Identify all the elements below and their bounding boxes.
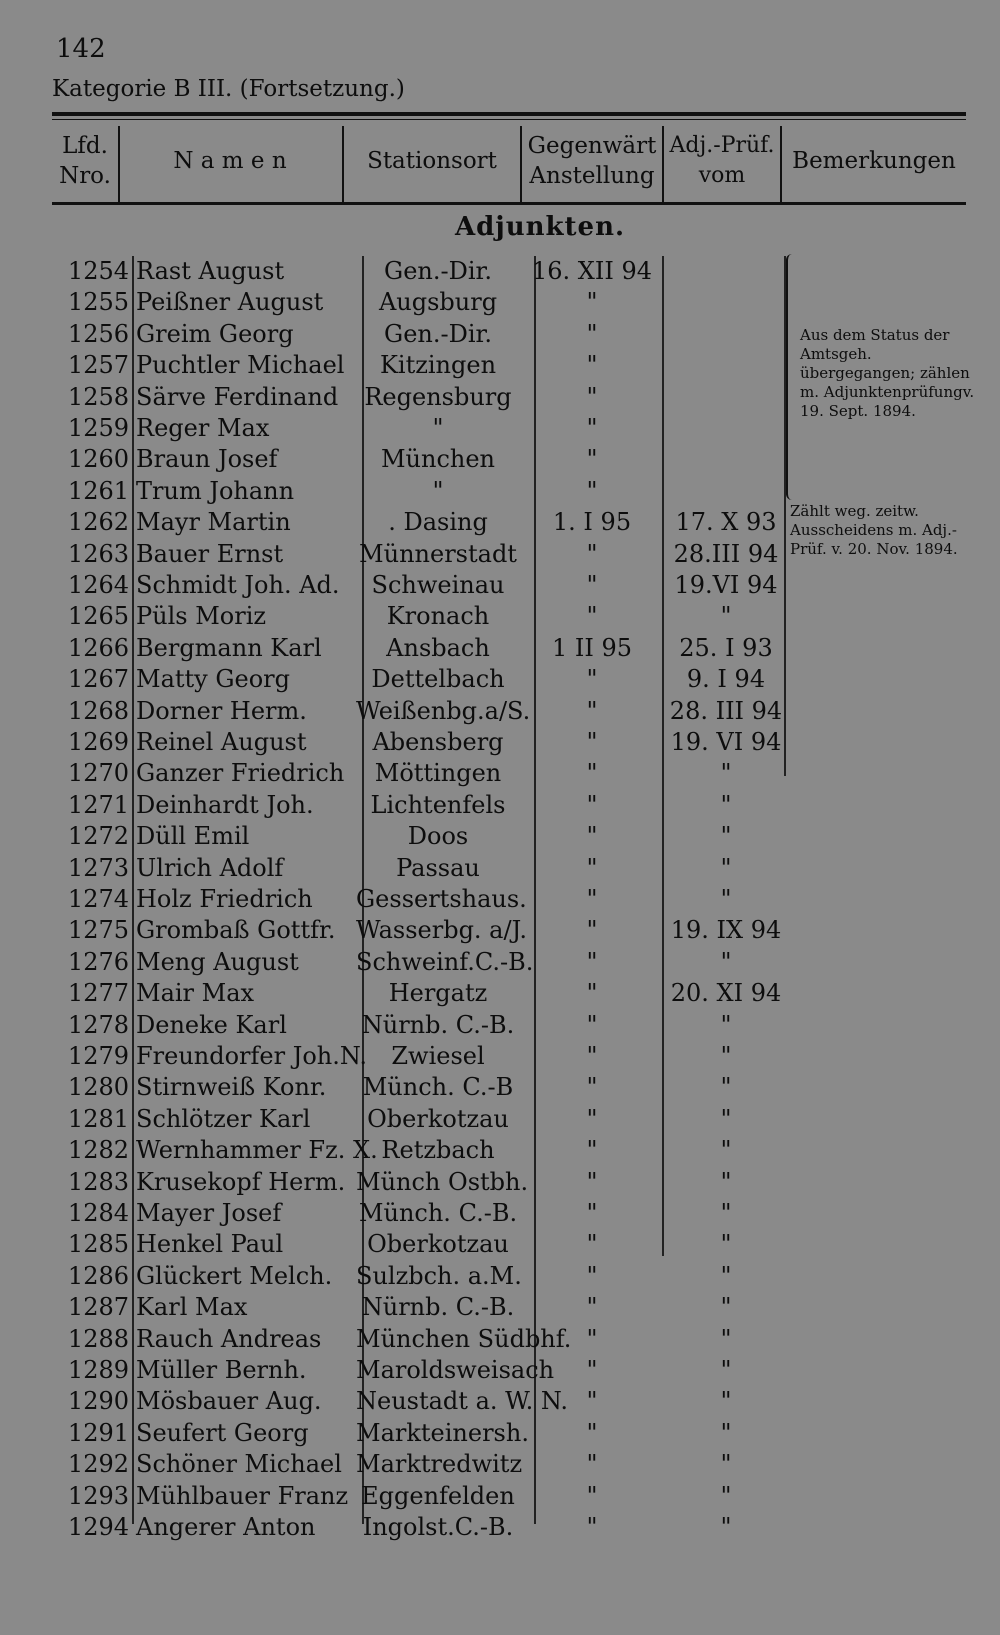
row-name: Reger Max: [136, 414, 270, 442]
row-station: Augsburg: [378, 288, 498, 317]
row-anstellung: ": [586, 1042, 598, 1070]
row-name: Glückert Melch.: [136, 1261, 333, 1290]
row-pruefung: 9. I 94: [686, 665, 766, 694]
row-anstellung: ": [586, 1167, 598, 1196]
section-title: Adjunkten.: [454, 212, 626, 242]
row-anstellung: ": [586, 1356, 598, 1384]
row-number: 1259: [67, 414, 129, 442]
row-anstellung: ": [586, 1450, 598, 1479]
row-number: 1258: [67, 382, 129, 411]
row-pruefung: 19.VI 94: [674, 571, 778, 599]
header-bemerkungen: Bemerkungen: [792, 148, 956, 174]
row-number: 1280: [67, 1073, 129, 1102]
table-row: [0, 884, 1000, 915]
row-anstellung: ": [586, 1513, 598, 1541]
table-row: [0, 1418, 1000, 1449]
row-name: Freundorfer Joh.N.: [136, 1042, 367, 1070]
row-anstellung: ": [586, 1418, 598, 1447]
row-number: 1286: [67, 1261, 129, 1290]
row-pruefung: 20. XI 94: [670, 979, 782, 1008]
row-name: Seufert Georg: [136, 1418, 309, 1447]
row-number: 1278: [67, 1010, 129, 1039]
page-number: 142: [56, 34, 106, 64]
row-station: Gessertshaus.: [356, 885, 527, 913]
row-station: Nürnb. C.-B.: [361, 1293, 515, 1322]
row-station: Markteinersh.: [356, 1418, 529, 1447]
row-pruefung: 19. IX 94: [670, 916, 782, 945]
row-number: 1264: [67, 571, 129, 599]
row-pruefung: 28. III 94: [669, 696, 783, 725]
table-row: [0, 633, 1000, 664]
row-station: München: [380, 445, 496, 474]
row-station: ": [432, 476, 444, 505]
row-station: Neustadt a. W. N.: [356, 1387, 568, 1416]
table-row: [0, 915, 1000, 946]
row-anstellung: ": [586, 1136, 598, 1165]
row-number: 1267: [67, 665, 129, 694]
row-number: 1262: [67, 508, 129, 537]
row-anstellung: ": [586, 790, 598, 819]
row-name: Matty Georg: [136, 665, 291, 694]
row-pruefung: ": [720, 1418, 732, 1447]
row-name: Braun Josef: [136, 445, 278, 474]
row-name: Mayer Josef: [136, 1199, 282, 1227]
remark-note-zaehlt: Zählt weg. zeitw. Ausscheidens m. Adj.-Prüf. v. 20. Nov. 1894.: [790, 502, 958, 558]
row-name: Peißner August: [136, 288, 324, 317]
row-pruefung: ": [720, 1042, 732, 1070]
row-number: 1279: [67, 1042, 129, 1070]
table-row: [0, 758, 1000, 789]
table-row: [0, 601, 1000, 632]
row-pruefung: 17. X 93: [675, 508, 777, 537]
table-row: [0, 256, 1000, 287]
row-station: Ansbach: [386, 633, 490, 662]
row-station: Münnerstadt: [359, 539, 517, 568]
table-row: [0, 821, 1000, 852]
table-row: [0, 1010, 1000, 1041]
row-pruefung: ": [720, 1356, 732, 1384]
row-name: Mösbauer Aug.: [136, 1387, 322, 1416]
row-number: 1284: [67, 1199, 129, 1227]
row-pruefung: ": [720, 947, 732, 976]
table-row: [0, 1229, 1000, 1260]
row-number: 1261: [67, 476, 129, 505]
row-pruefung: ": [720, 853, 732, 882]
row-station: Oberkotzau: [367, 1104, 509, 1133]
remark-note-status: Aus dem Status der Amtsgeh. übergegangen; zählen m. Adjunktenprüfungv. 19. Sept. 1894.: [800, 326, 975, 420]
row-pruefung: ": [720, 1199, 732, 1227]
row-anstellung: ": [586, 445, 598, 474]
table-row: [0, 947, 1000, 978]
row-anstellung: ": [586, 1199, 598, 1227]
row-number: 1265: [67, 602, 129, 631]
row-anstellung: ": [586, 759, 598, 788]
table-row: [0, 1481, 1000, 1512]
row-number: 1274: [67, 885, 129, 913]
table-row: [0, 570, 1000, 601]
row-pruefung: ": [720, 1261, 732, 1290]
table-row: [0, 1324, 1000, 1355]
row-number: 1271: [67, 790, 129, 819]
row-name: Ulrich Adolf: [136, 853, 284, 882]
row-pruefung: ": [720, 1450, 732, 1479]
row-name: Stirnweiß Konr.: [136, 1073, 327, 1102]
row-number: 1257: [67, 351, 129, 380]
row-name: Särve Ferdinand: [136, 382, 339, 411]
row-pruefung: ": [720, 1073, 732, 1102]
row-pruefung: ": [720, 822, 732, 851]
row-anstellung: 1 II 95: [551, 633, 633, 662]
row-pruefung: ": [720, 1387, 732, 1416]
row-station: Gen.-Dir.: [384, 257, 492, 285]
row-name: Dorner Herm.: [136, 696, 307, 725]
row-number: 1254: [67, 257, 129, 285]
row-number: 1291: [67, 1418, 129, 1447]
row-number: 1273: [67, 853, 129, 882]
row-name: Reinel August: [136, 728, 307, 756]
row-number: 1269: [67, 728, 129, 756]
row-name: Trum Johann: [136, 476, 295, 505]
row-anstellung: ": [586, 1387, 598, 1416]
row-anstellung: ": [586, 571, 598, 599]
row-name: Düll Emil: [136, 822, 250, 851]
row-anstellung: 1. I 95: [552, 508, 632, 537]
row-number: 1276: [67, 947, 129, 976]
row-station: Doos: [407, 822, 469, 851]
row-pruefung: ": [720, 1230, 732, 1259]
row-pruefung: 25. I 93: [679, 633, 773, 662]
row-anstellung: ": [586, 696, 598, 725]
row-number: 1293: [67, 1481, 129, 1510]
row-name: Ganzer Friedrich: [136, 759, 345, 788]
row-anstellung: ": [586, 1073, 598, 1102]
table-row: [0, 1449, 1000, 1480]
row-station: Münch Ostbh.: [356, 1167, 529, 1196]
row-pruefung: ": [720, 1104, 732, 1133]
row-number: 1255: [67, 288, 129, 317]
table-row: [0, 1355, 1000, 1386]
row-name: Deneke Karl: [136, 1010, 287, 1039]
row-number: 1289: [67, 1356, 129, 1384]
row-number: 1290: [67, 1387, 129, 1416]
row-number: 1270: [67, 759, 129, 788]
row-name: Holz Friedrich: [136, 885, 313, 913]
table-row: [0, 727, 1000, 758]
header-pruefung: Adj.-Prüf. vom: [669, 133, 775, 188]
row-name: Mühlbauer Franz: [136, 1481, 349, 1510]
row-pruefung: 28.III 94: [673, 539, 779, 568]
row-name: Schlötzer Karl: [136, 1104, 311, 1133]
category-line: Kategorie B III. (Fortsetzung.): [52, 76, 405, 102]
row-anstellung: ": [586, 414, 598, 442]
table-row: [0, 1167, 1000, 1198]
row-number: 1275: [67, 916, 129, 945]
row-name: Mayr Martin: [136, 508, 291, 537]
row-anstellung: ": [586, 1481, 598, 1510]
table-row: [0, 287, 1000, 318]
row-anstellung: ": [586, 665, 598, 694]
row-name: Bauer Ernst: [136, 539, 284, 568]
row-station: Münch. C.-B.: [358, 1199, 518, 1227]
row-pruefung: ": [720, 1293, 732, 1322]
row-name: Wernhammer Fz. X.: [136, 1136, 378, 1165]
row-anstellung: ": [586, 351, 598, 380]
row-pruefung: ": [720, 1481, 732, 1510]
row-station: Marktredwitz: [356, 1450, 523, 1479]
note-brace: [786, 254, 796, 500]
row-anstellung: ": [586, 382, 598, 411]
row-name: Rast August: [136, 257, 285, 285]
row-anstellung: ": [586, 728, 598, 756]
table-row: [0, 790, 1000, 821]
row-station: Wasserbg. a/J.: [356, 916, 527, 945]
row-station: Kronach: [386, 602, 490, 631]
row-number: 1283: [67, 1167, 129, 1196]
row-station: Schweinf.C.-B.: [356, 947, 534, 976]
row-pruefung: ": [720, 885, 732, 913]
table-row: [0, 1386, 1000, 1417]
row-station: München Südbhf.: [356, 1324, 572, 1353]
table-row: [0, 1261, 1000, 1292]
row-station: Dettelbach: [371, 665, 505, 694]
row-pruefung: ": [720, 1167, 732, 1196]
top-rule: [52, 112, 966, 116]
row-number: 1281: [67, 1104, 129, 1133]
row-name: Krusekopf Herm.: [136, 1167, 346, 1196]
row-anstellung: ": [586, 1261, 598, 1290]
row-pruefung: ": [720, 790, 732, 819]
row-anstellung: ": [586, 916, 598, 945]
row-name: Püls Moriz: [136, 602, 267, 631]
table-row: [0, 1292, 1000, 1323]
row-anstellung: 16. XII 94: [531, 257, 652, 285]
row-station: Lichtenfels: [370, 790, 506, 819]
header-nr: Lfd. Nro.: [59, 133, 111, 189]
row-station: Münch. C.-B: [362, 1073, 514, 1102]
row-name: Karl Max: [136, 1293, 248, 1322]
row-anstellung: ": [586, 1324, 598, 1353]
row-station: Gen.-Dir.: [384, 319, 492, 348]
row-anstellung: ": [586, 1230, 598, 1259]
row-name: Schmidt Joh. Ad.: [136, 571, 340, 599]
row-station: Möttingen: [374, 759, 502, 788]
row-anstellung: ": [586, 1010, 598, 1039]
row-name: Greim Georg: [136, 319, 294, 348]
row-name: Grombaß Gottfr.: [136, 916, 336, 945]
row-station: Retzbach: [381, 1136, 495, 1165]
row-number: 1268: [67, 696, 129, 725]
row-pruefung: 19. VI 94: [670, 728, 782, 756]
row-number: 1292: [67, 1450, 129, 1479]
row-name: Deinhardt Joh.: [136, 790, 314, 819]
row-anstellung: ": [586, 885, 598, 913]
table-row: [0, 1512, 1000, 1543]
row-pruefung: ": [720, 1136, 732, 1165]
row-station: ": [432, 414, 444, 442]
row-number: 1263: [67, 539, 129, 568]
row-name: Müller Bernh.: [136, 1356, 307, 1384]
row-name: Angerer Anton: [136, 1513, 316, 1541]
header-ort: Stationsort: [367, 148, 497, 174]
table-row: [0, 1104, 1000, 1135]
row-anstellung: ": [586, 288, 598, 317]
row-name: Puchtler Michael: [136, 351, 345, 380]
row-number: 1294: [67, 1513, 129, 1541]
row-pruefung: ": [720, 602, 732, 631]
row-station: Kitzingen: [379, 351, 497, 380]
row-station: . Dasing: [388, 508, 488, 537]
row-anstellung: ": [586, 822, 598, 851]
row-station: Regensburg: [364, 382, 512, 411]
row-name: Bergmann Karl: [136, 633, 322, 662]
row-anstellung: ": [586, 539, 598, 568]
row-number: 1288: [67, 1324, 129, 1353]
row-pruefung: ": [720, 1513, 732, 1541]
row-name: Mair Max: [136, 979, 255, 1008]
row-anstellung: ": [586, 602, 598, 631]
table-row: [0, 1041, 1000, 1072]
row-station: Nürnb. C.-B.: [361, 1010, 515, 1039]
header-name: N a m e n: [173, 148, 287, 174]
row-station: Ingolst.C.-B.: [362, 1513, 514, 1541]
row-pruefung: ": [720, 1324, 732, 1353]
row-station: Abensberg: [372, 728, 504, 756]
row-number: 1266: [67, 633, 129, 662]
table-row: [0, 664, 1000, 695]
row-station: Zwiesel: [391, 1042, 485, 1070]
table-row: [0, 444, 1000, 475]
row-station: Eggenfelden: [361, 1481, 515, 1510]
header-bottom-rule: [52, 202, 966, 205]
row-anstellung: ": [586, 853, 598, 882]
top-rule-thin: [52, 119, 966, 120]
row-number: 1287: [67, 1293, 129, 1322]
table-row: [0, 1198, 1000, 1229]
row-number: 1277: [67, 979, 129, 1008]
row-number: 1260: [67, 445, 129, 474]
row-station: Oberkotzau: [367, 1230, 509, 1259]
row-anstellung: ": [586, 947, 598, 976]
row-anstellung: ": [586, 1104, 598, 1133]
table-row: [0, 1135, 1000, 1166]
row-station: Weißenbg.a/S.: [356, 696, 531, 725]
row-name: Schöner Michael: [136, 1450, 342, 1479]
row-station: Schweinau: [371, 571, 505, 599]
row-name: Henkel Paul: [136, 1230, 284, 1259]
row-station: Hergatz: [388, 979, 488, 1008]
row-number: 1272: [67, 822, 129, 851]
table-row: [0, 978, 1000, 1009]
row-number: 1282: [67, 1136, 129, 1165]
row-pruefung: ": [720, 759, 732, 788]
table-row: [0, 1072, 1000, 1103]
row-station: Maroldsweisach: [356, 1356, 555, 1384]
row-pruefung: ": [720, 1010, 732, 1039]
table-row: [0, 853, 1000, 884]
row-station: Passau: [396, 853, 480, 882]
row-station: Sulzbch. a.M.: [356, 1261, 522, 1290]
row-anstellung: ": [586, 979, 598, 1008]
row-anstellung: ": [586, 476, 598, 505]
row-name: Rauch Andreas: [136, 1324, 322, 1353]
table-row: [0, 696, 1000, 727]
row-anstellung: ": [586, 1293, 598, 1322]
row-number: 1256: [67, 319, 129, 348]
row-number: 1285: [67, 1230, 129, 1259]
row-name: Meng August: [136, 947, 299, 976]
header-anstellung: Gegenwärt Anstellung: [527, 133, 657, 189]
row-anstellung: ": [586, 319, 598, 348]
